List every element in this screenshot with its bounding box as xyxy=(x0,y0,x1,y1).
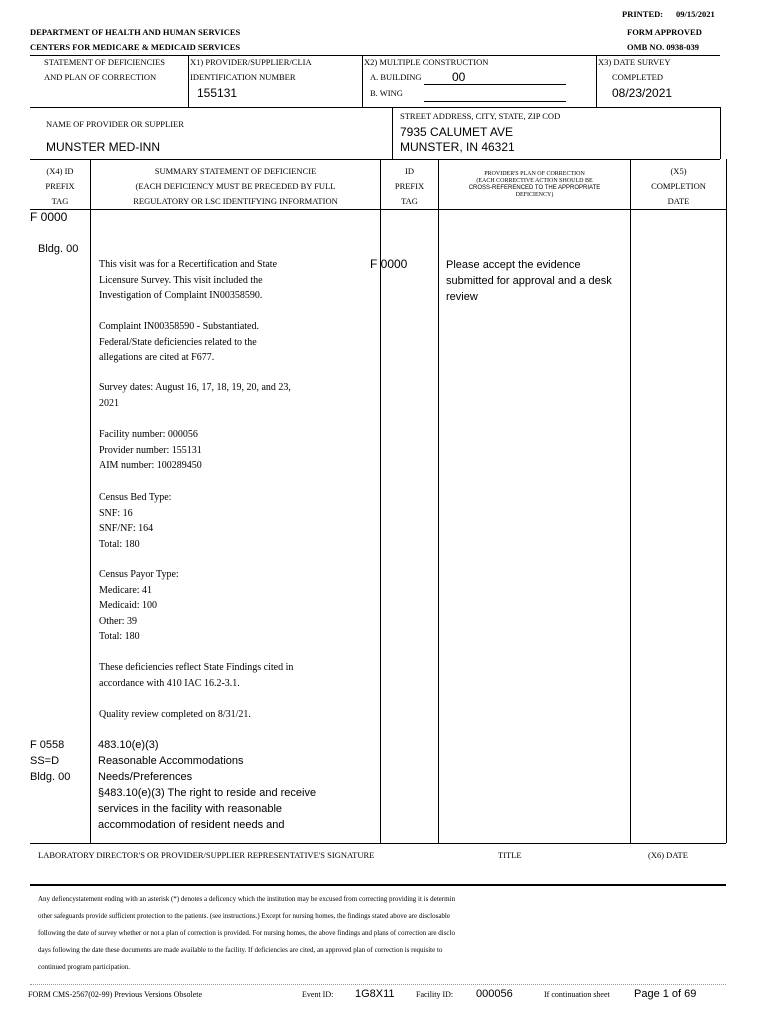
survey-dates-paragraph: Survey dates: August 16, 17, 18, 19, 20, and 23, 2021 xyxy=(99,382,291,409)
statement-label-1: STATEMENT OF DEFICIENCIES xyxy=(44,57,166,67)
footnote-line2: other safeguards provide sufficient protection to the patients. (see instructions.) Except for nursing homes, the findings stated above are disclosable xyxy=(38,912,450,920)
x1-label-2: IDENTIFICATION NUMBER xyxy=(190,72,296,82)
census-bed-paragraph: Census Bed Type: SNF: 16 SNF/NF: 164 Total: 180 xyxy=(99,492,172,550)
provider-response: Please accept the evidence submitted for approval and a desk review xyxy=(446,259,612,303)
f0558-text: 483.10(e)(3) Reasonable Accommodations Needs/Preferences §483.10(e)(3) The right to reside and receive services in the facility with reasonable accommodation of resident needs and xyxy=(98,739,317,831)
address-line2: MUNSTER, IN 46321 xyxy=(400,140,515,154)
x4-header-3: TAG xyxy=(51,196,69,206)
x1-label-1: X1) PROVIDER/SUPPLIER/CLIA xyxy=(190,57,312,67)
address-label: STREET ADDRESS, CITY, STATE, ZIP COD xyxy=(400,111,561,121)
x3-label-2: COMPLETED xyxy=(612,72,663,82)
x4-header-1: (X4) ID xyxy=(46,166,74,176)
x6-date-label: (X6) DATE xyxy=(648,850,688,860)
building-value: 00 xyxy=(452,70,466,84)
address-line1: 7935 CALUMET AVE xyxy=(400,125,513,139)
x5-header-2: COMPLETION xyxy=(651,181,706,191)
event-id-value: 1G8X11 xyxy=(355,988,395,1000)
provider-tag-f0000: F 0000 xyxy=(370,257,408,271)
footnote-line1: Any defiencystatement ending with an asterisk (*) denotes a deficency which the institution may be excused from correcting providing it is determin xyxy=(38,895,455,903)
statement-label-2: AND PLAN OF CORRECTION xyxy=(44,72,157,82)
id-header-1: ID xyxy=(405,166,414,176)
findings-paragraph: These deficiencies reflect State Findings cited in accordance with 410 IAC 16.2-3.1. xyxy=(99,662,294,689)
id-header-3: TAG xyxy=(401,196,418,206)
footnote-line3: following the date of survey whether or not a plan of correction is provided. For nursing homes, the above findings and plans of correction are disclo xyxy=(38,929,455,937)
printed-date: 09/15/2021 xyxy=(676,9,715,19)
title-label: TITLE xyxy=(498,850,522,860)
summary-header-1: SUMMARY STATEMENT OF DEFICIENCIE xyxy=(154,166,317,176)
facility-id-label: Facility ID: xyxy=(416,990,454,999)
centers-title: CENTERS FOR MEDICARE & MEDICAID SERVICES xyxy=(30,42,241,52)
quality-paragraph: Quality review completed on 8/31/21. xyxy=(99,709,251,720)
x3-label-1: X3) DATE SURVEY xyxy=(598,57,671,67)
x2-label: X2) MULTIPLE CONSTRUCTION xyxy=(364,57,489,67)
visit-paragraph: This visit was for a Recertification and State Licensure Survey. This visit included the Investigation of Complaint IN00358590. xyxy=(99,259,278,301)
omb-number: OMB NO. 0938-039 xyxy=(627,42,700,52)
plan-header-4: DEFICIENCY) xyxy=(515,192,554,198)
tag-f0558: F 0558 SS=D Bldg. 00 xyxy=(30,739,71,783)
provider-name-value: MUNSTER MED-INN xyxy=(46,140,160,154)
building-label: A. BUILDING xyxy=(370,72,422,82)
provider-id-value: 155131 xyxy=(197,86,238,100)
footnote-line5: continued program participation. xyxy=(38,963,130,971)
summary-header-3: REGULATORY OR LSC IDENTIFYING INFORMATION xyxy=(133,196,338,206)
survey-date-value: 08/23/2021 xyxy=(612,86,673,100)
signature-label: LABORATORY DIRECTOR'S OR PROVIDER/SUPPLIER REPRESENTATIVE'S SIGNATURE xyxy=(38,850,375,860)
event-id-label: Event ID: xyxy=(302,990,334,999)
printed-label: PRINTED: xyxy=(622,9,664,19)
form-approved: FORM APPROVED xyxy=(627,27,702,37)
x5-header-3: DATE xyxy=(667,196,690,206)
x5-header-1: (X5) xyxy=(670,166,687,176)
provider-name-label: NAME OF PROVIDER OR SUPPLIER xyxy=(46,119,184,129)
facility-numbers-paragraph: Facility number: 000056 Provider number: 155131 AIM number: 100289450 xyxy=(99,429,202,471)
continuation-label: If continuation sheet xyxy=(544,990,610,999)
id-header-2: PREFIX xyxy=(394,181,425,191)
wing-label: B. WING xyxy=(370,88,403,98)
summary-header-2: (EACH DEFICIENCY MUST BE PRECEDED BY FULL xyxy=(135,181,336,191)
plan-header-1: PROVIDER'S PLAN OF CORRECTION xyxy=(484,171,585,177)
census-payor-paragraph: Census Payor Type: Medicare: 41 Medicaid: 100 Other: 39 Total: 180 xyxy=(99,569,179,642)
tag-f0000: F 0000 xyxy=(30,210,68,224)
form-number: FORM CMS-2567(02-99) Previous Versions Obsolete xyxy=(28,990,203,999)
facility-id-value: 000056 xyxy=(476,988,513,1000)
department-title: DEPARTMENT OF HEALTH AND HUMAN SERVICES xyxy=(30,27,241,37)
plan-header-3: CROSS-REFERENCED TO THE APPROPRIATE xyxy=(468,185,601,191)
page-indicator: Page 1 of 69 xyxy=(634,988,697,1000)
x4-header-2: PREFIX xyxy=(45,181,75,191)
complaint-paragraph: Complaint IN00358590 - Substantiated. Federal/State deficiencies related to the allegations are cited at F677. xyxy=(99,321,259,363)
plan-header-2: (EACH CORRECTIVE ACTION SHOULD BE xyxy=(476,178,593,184)
bldg-label: Bldg. 00 xyxy=(38,243,79,255)
footnote-line4: days following the date these documents are made available to the facility. If deficiencies are cited, an approved plan of correction is requisite to xyxy=(38,946,443,954)
